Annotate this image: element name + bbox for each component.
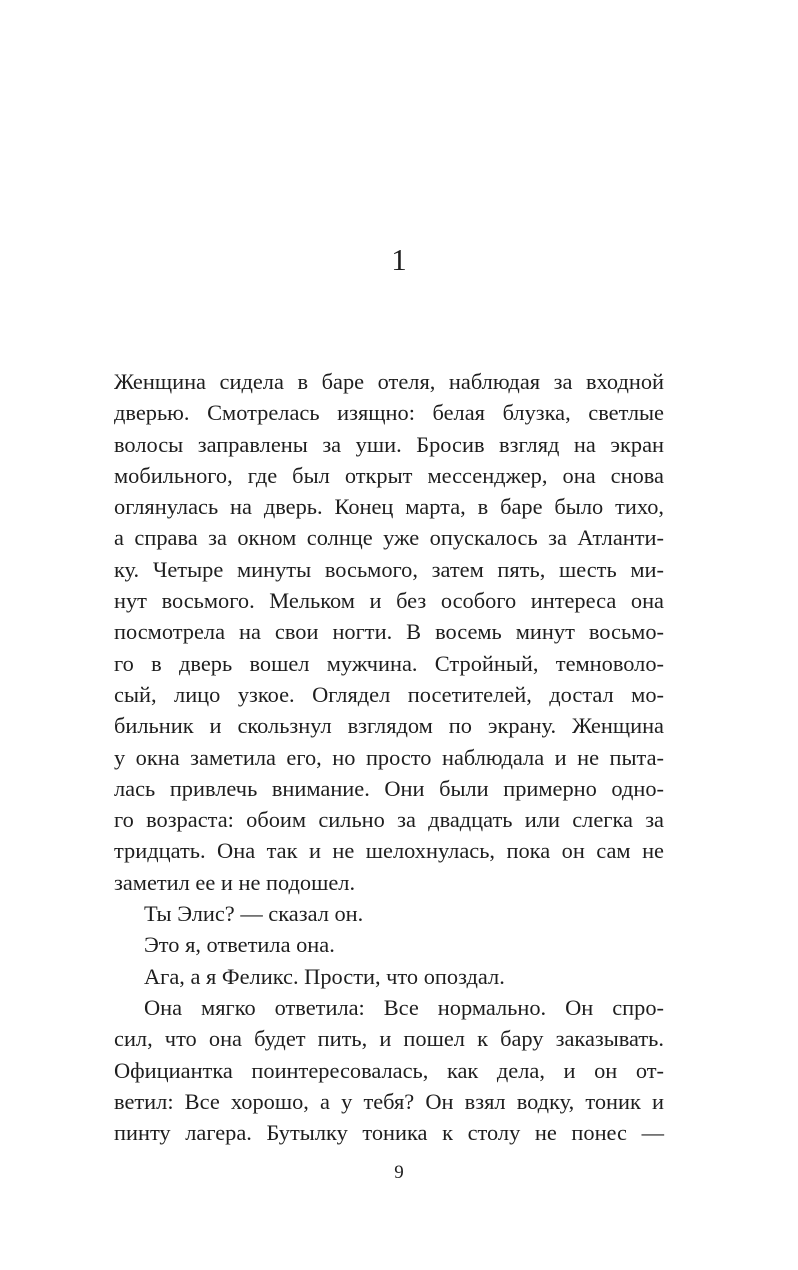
paragraph-3 [114, 929, 664, 960]
text-line: сый, лицо узкое. Оглядел посетителей, достал мо- [114, 681, 664, 707]
text-line: го возраста: обоим сильно за двадцать или слегка за [114, 807, 664, 833]
text-line: го в дверь вошел мужчина. Стройный, темноволо- [114, 650, 664, 676]
paragraph-1 [114, 366, 664, 898]
text-line: а справа за окном солнце уже опускалось за Атланти- [114, 525, 664, 551]
page-number: 9 [394, 1162, 404, 1183]
text-line: бильник и скользнул взглядом по экрану. Женщина [114, 713, 664, 739]
body-text [114, 366, 664, 1148]
text-line: у окна заметила его, но просто наблюдала и не пыта- [114, 744, 664, 770]
text-line: сил, что она будет пить, и пошел к бару заказывать. [114, 1026, 664, 1052]
chapter-number: 1 [391, 242, 407, 277]
text-line: заметил ее и не подошел. [114, 869, 356, 895]
paragraph-5 [114, 992, 664, 1148]
text-line: посмотрела на свои ногти. В восемь минут восьмо- [114, 619, 664, 645]
text-line: Это я, ответила она. [144, 932, 335, 958]
text-line: мобильного, где был открыт мессенджер, она снова [114, 462, 664, 488]
text-line: Ага, а я Феликс. Прости, что опоздал. [144, 963, 505, 989]
text-line: ветил: Все хорошо, а у тебя? Он взял водку, тоник и [114, 1088, 664, 1114]
text-line: тридцать. Она так и не шелохнулась, пока он сам не [114, 838, 664, 864]
text-line: волосы заправлены за уши. Бросив взгляд на экран [114, 431, 664, 457]
text-line: оглянулась на дверь. Конец марта, в баре было тихо, [114, 494, 664, 520]
text-line: Женщина сидела в баре отеля, наблюдая за входной [114, 369, 664, 394]
text-line: Она мягко ответила: Все нормально. Он спро- [144, 994, 664, 1020]
text-line: дверью. Смотрелась изящно: белая блузка, светлые [114, 400, 664, 426]
text-line: Ты Элис? — сказал он. [144, 901, 364, 927]
paragraph-4 [114, 961, 664, 992]
text-line: пинту лагера. Бутылку тоника к столу не понес — [114, 1120, 664, 1146]
text-line: Официантка поинтересовалась, как дела, и он от- [114, 1057, 664, 1083]
text-line: ку. Четыре минуты восьмого, затем пять, шесть ми- [114, 556, 664, 582]
text-line: нут восьмого. Мельком и без особого интереса она [114, 588, 664, 614]
text-line: лась привлечь внимание. Они были примерно одно- [114, 775, 664, 801]
paragraph-2 [114, 898, 664, 929]
